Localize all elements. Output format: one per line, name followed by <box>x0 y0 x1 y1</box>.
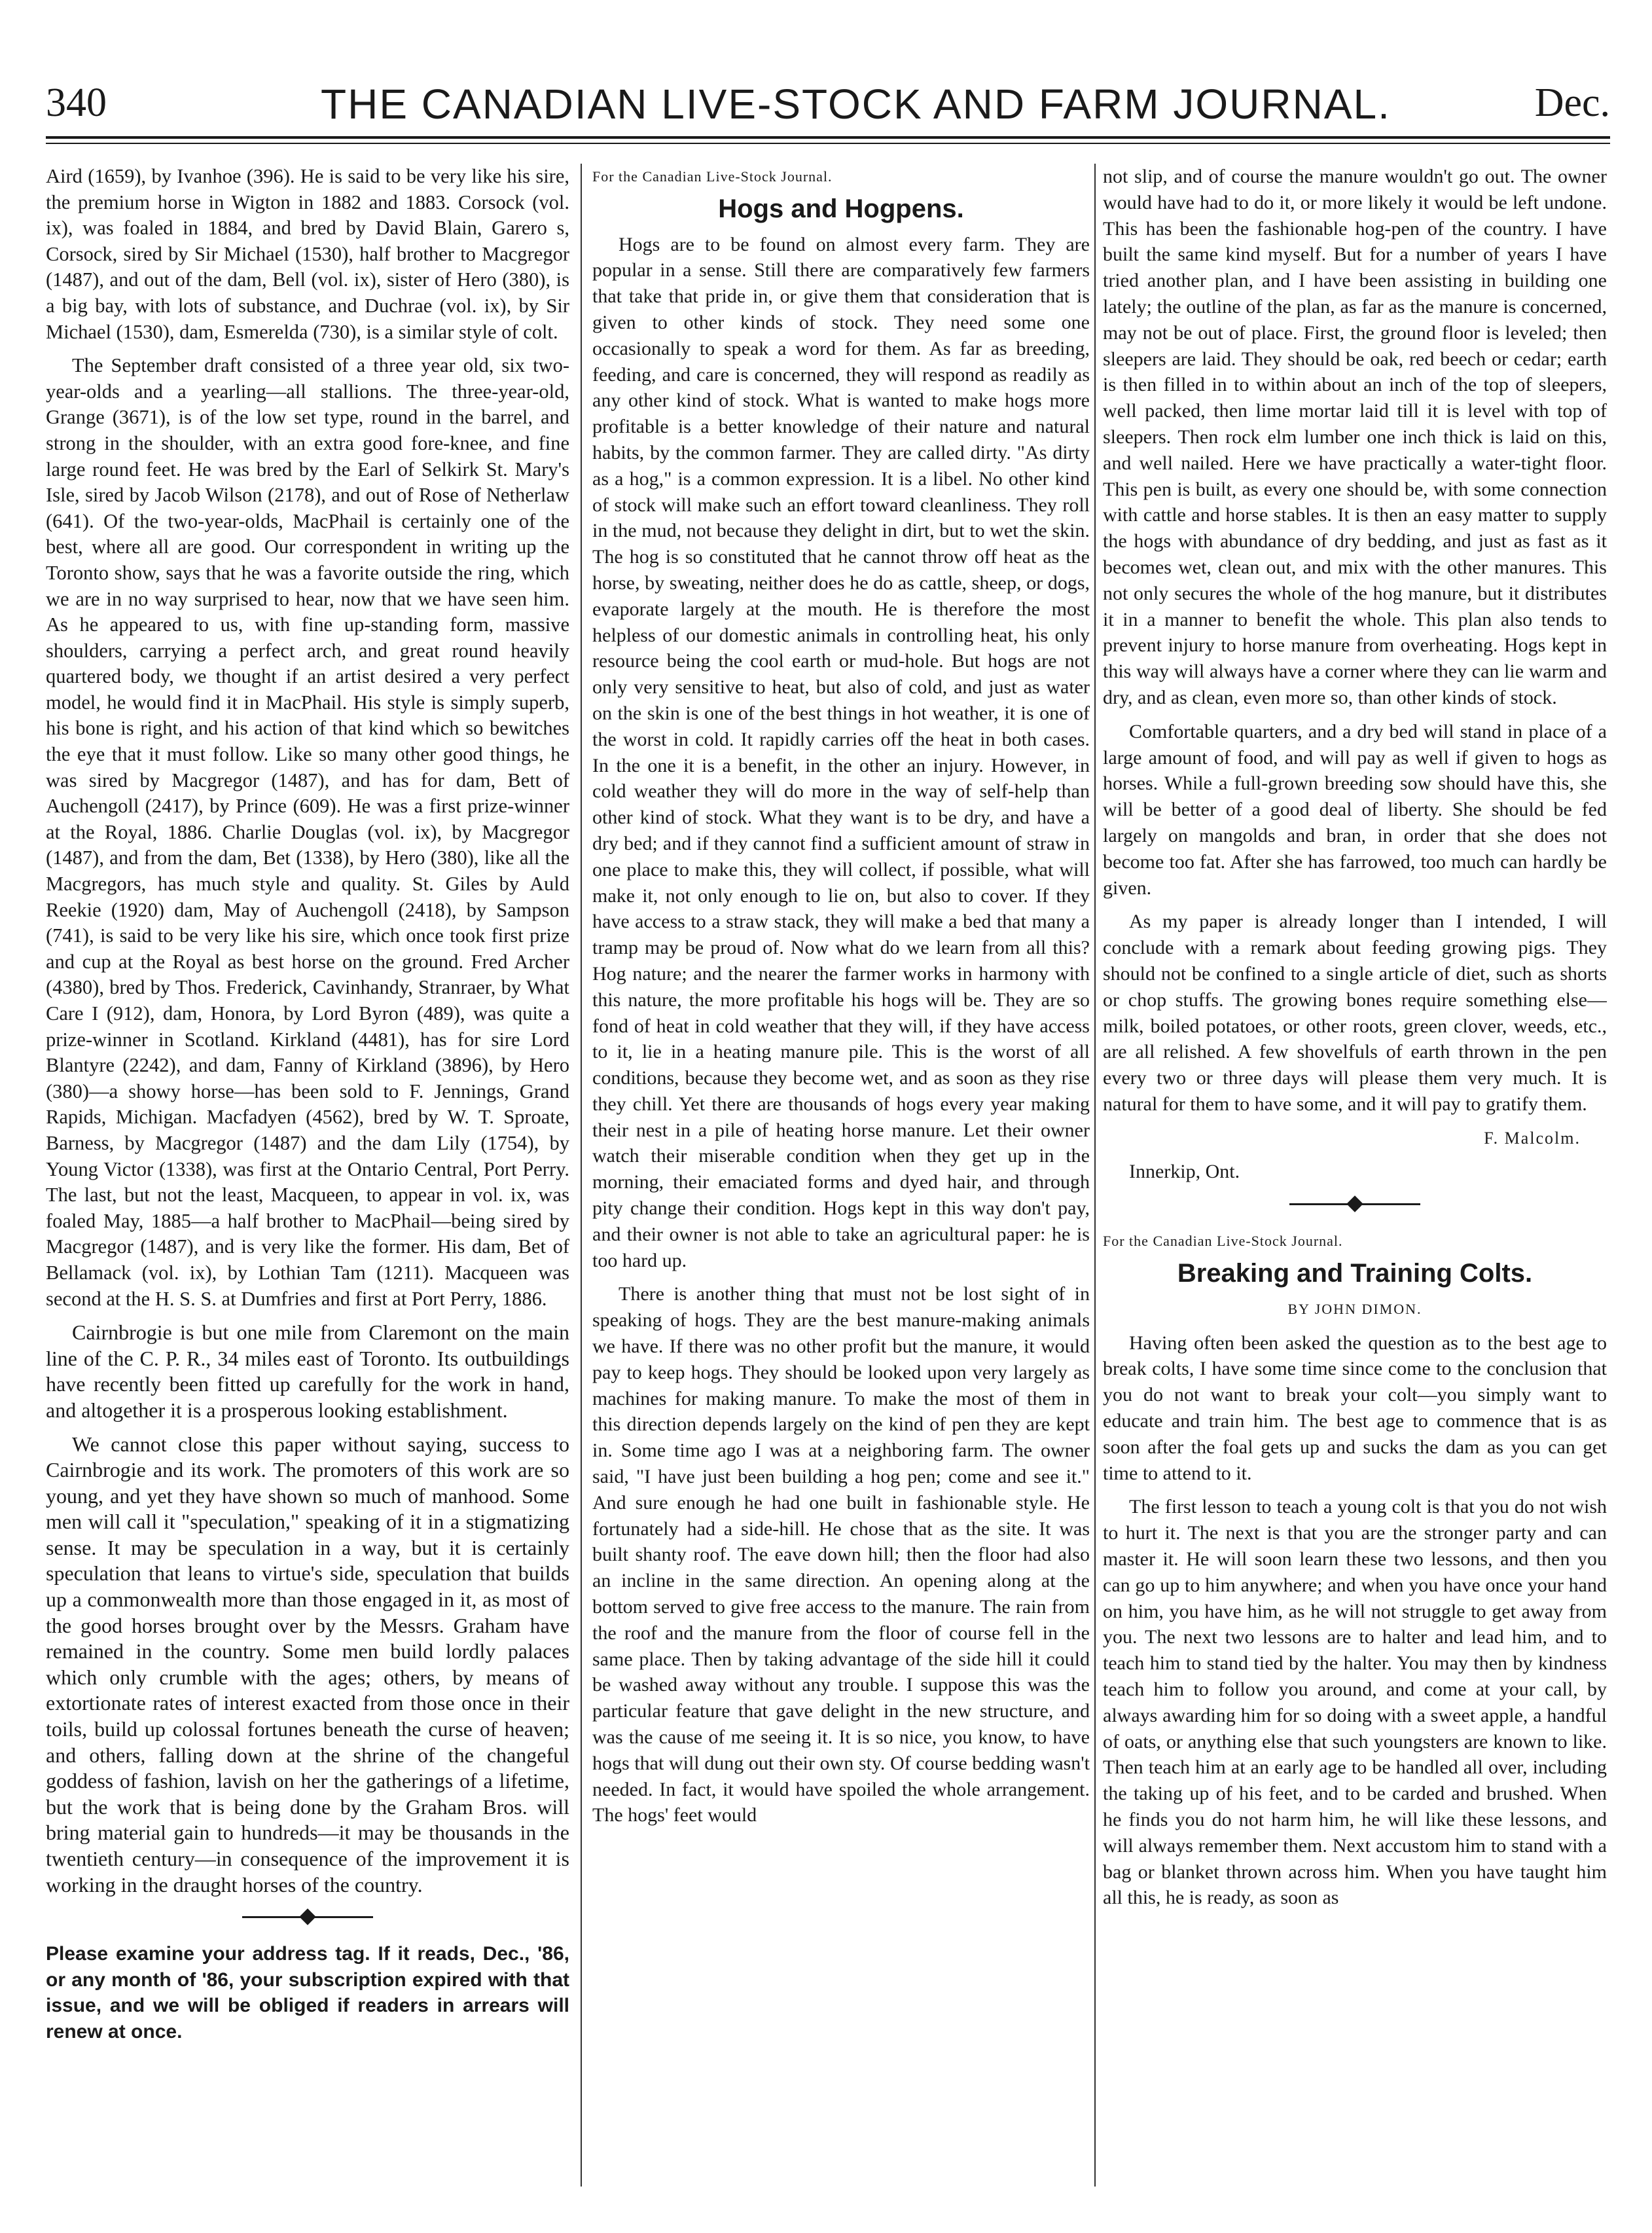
column-divider-right <box>1094 164 1096 2187</box>
horse-list-section <box>46 164 569 1312</box>
article-byline: BY JOHN DIMON. <box>1287 1300 1422 1317</box>
journal-title: THE CANADIAN LIVE-STOCK AND FARM JOURNAL. <box>321 81 1391 128</box>
issue-month: Dec. <box>1534 81 1610 125</box>
header-rule-thick <box>46 136 1610 139</box>
paragraph: The September draft consisted of a three year old, six two-year-olds and a yearling—all stallions. The three-year-old, Grange (3671), is of the low set type, round in the barrel, and strong in the shoulder, with an extra good fore-knee, and fine large round feet. He was bred by the Earl of Selkirk St. Mary's Isle, sired by Jacob Wilson (2178), and out of Rose of Netherlaw (641). Of the two-year-olds, MacPhail is certainly one of the best, where all are good. Our correspondent in writing up the Toronto show, says that he was a favorite outside the ring, which we are in no way surprised to hear, now that we have seen him. As he appeared to us, with fine up-standing form, massive shoulders, carrying a perfect arch, and great round heavily quartered body, we thought if an artist desired a very perfect model, he would find it in MacPhail. His style is simply superb, his bone is right, and his action of that kind which so bewitches the eye that it must follow. Like so many other good things, he was sired by Macgregor (1487), and has for dam, Bett of Auchengoll (2417), by Prince (609). He was a first prize-winner at the Royal, 1886. Charlie Douglas (vol. ix), by Macgregor (1487), and from the dam, Bet (1338), by Hero (380), like all the Macgregors, has much style and quality. St. Giles by Auld Reekie (1920) dam, May of Auchengoll (2418), by Sampson (741), is said to be very like his sire, which once took first prize and cup at the Royal as best horse on the ground. Fred Archer (4380), bred by Thos. Frederick, Cavinhandy, Stranraer, by What Care I (912), dam, Honora, by Lord Byron (489), was quite a prize-winner in Scotland. Kirkland (4481), has for sire Lord Blantyre (2242), and dam, Fanny of Kirkland (3896), by Hero (380)—a showy horse—has been sold to F. Jennings, Grand Rapids, Michigan. Macfadyen (4562), bred by W. T. Sproate, Barness, by Macgregor (1487) and the dam Lily (1754), by Young Victor (1338), was first at the Ontario Central, Port Perry. The last, but not the least, Macqueen, to appear in vol. ix, was foaled May, 1885—a half brother to MacPhail—being sired by Macgregor (1487), and is very like the former. His dam, Bet of Bellamack (vol. ix), by Lothian Tam (1211). Macqueen was second at the H. S. S. at Dumfries and first at Port Perry, 1886. <box>46 354 569 1310</box>
paragraph: Hogs are to be found on almost every farm. They are popular in a sense. Still there are comparatively few farmers that take that pride in, or give them that consideration that is given to other kinds of stock. They need some one occasionally to speak a word for them. As far as breeding, feeding, and care is concerned, they will respond as readily as any other kind of stock. What is wanted to make hogs more profitable is a better knowledge of their nature and natural habits, by the common farmer. They are called dirty. "As dirty as a hog," is a common expression. It is a libel. No other kind of stock will make such an effort toward cleanliness. They roll in the mud, not because they delight in dirt, but to wet the skin. The hog is so constituted that he cannot throw off heat as the horse, by sweating, neither does he do as cattle, sheep, or dogs, evaporate largely at the mouth. He is therefore the most helpless of our domestic animals in controlling heat, his only resource being the cool earth or mud-hole. But hogs are not only very sensitive to heat, but also of cold, and just as water on the skin is one of the best things in hot weather, it is one of the worst in cold. It rapidly carries off the heat in both cases. In the one it is a benefit, in the other an injury. However, in cold weather they will do more in the way of self-help than other kind of stock. What they want is to be dry, and have a dry bed; and if they cannot find a sufficient amount of straw in one place to make this, they will collect, if possible, what will make it, not only enough to lie on, but also to cover. If they have access to a straw stack, they will make a bed that many a tramp may be proud of. Now what do we learn from all this? Hog nature; and the nearer the farmer works in harmony with this nature, the more profitable his hogs will be. They are so fond of heat in cold weather that they will, if they have access to it, lie in a heating manure pile. This is the worst of all conditions, because they become wet, and as soon as they rise they chill. Yet there are thousands of hogs every year making their nest in a pile of heating horse manure. Let their owner watch their miserable condition when they get up in the morning, their emaciated forms and dyed hair, and through pity change their condition. Hogs kept in this way don't pay, and their owner is not able to take an agricultural paper: he is too hard up. <box>592 233 1090 1271</box>
column-3 <box>1103 164 1607 2187</box>
article-title: Breaking and Training Colts. <box>1177 1259 1533 1288</box>
article-credit: For the Canadian Live-Stock Journal. <box>592 168 833 185</box>
paragraph: We cannot close this paper without saying, success to Cairnbrogie and its work. The promoters of this work are so young, and yet they have shown so much of manhood. Some men will call it "speculation," speaking of it in a stigmatizing sense. It may be speculation in a way, but it is certainly speculation that leans to virtue's side, speculation that builds up a commonwealth more than those engaged in it, as most of the good horses brought over by the Messrs. Graham have remained in the country. Some men build lordly palaces which only crumble with the ages; others, by means of extortionate rates of interest exacted from those once in their toils, build up colossal fortunes beneath the curse of heaven; and others, falling down at the shrine of the changeful goddess of fashion, lavish on her the gatherings of a lifetime, but the work that is being done by the Graham Bros. will bring material gain to hundreds—it may be thousands in the twentieth century—in consequence of the improvement it is working in the draught horses of the country. <box>46 1432 569 1897</box>
paragraph: Aird (1659), by Ivanhoe (396). He is said to be very like his sire, the premium horse in Wigton in 1882 and 1883. Corsock (vol. ix), was foaled in 1884, and bred by David Blain, Garero s, Corsock, sired by Sir Michael (1530), half brother to Macgregor (1487), and out of the dam, Bell (vol. ix), sister of Hero (380), is a big bay, with lots of substance, and Duchrae (vol. ix), by Sir Michael (1530), dam, Esmerelda (730), is a similar style of colt. <box>46 165 569 343</box>
page-header <box>46 65 1610 144</box>
subscription-notice: Please examine your address tag. If it reads, Dec., '86, or any month of '86, your subscription expired with that issue, and we will be obliged if readers in arrears will renew at once. <box>46 1943 569 2042</box>
column-1 <box>46 164 569 2187</box>
paragraph: not slip, and of course the manure wouldn't go out. The owner would have had to do it, or more likely it would be left undone. This has been the fashionable hog-pen of the country. I have built the same kind myself. But for a number of years I have tried another plan, and I have been assisting in building one lately; the outline of the plan, as far as the manure is concerned, may not be out of place. First, the ground floor is leveled; then sleepers are laid. They should be oak, red beech or cedar; earth is then filled in to within about an inch of the top of sleepers, well packed, then lime mortar laid till it is level with top of sleepers. Then rock elm lumber one inch thick is laid on this, and well nailed. Here we have practically a water-tight floor. This pen is built, as every one should be, with some connection with cattle and horse stables. It is then an easy matter to supply the hogs with abundance of dry bedding, and just as fast as it becomes wet, clean out, and mix with the other manures. This not only secures the whole of the hog manure, but it distributes it in a manner to benefit the whole. This plan also tends to prevent injury to horse manure from overheating. Hogs kept in this way will always have a corner where they can lie warm and dry, and as clean, even more so, than other kinds of stock. <box>1103 166 1607 708</box>
page-number: 340 <box>46 81 107 125</box>
column-divider-left <box>581 164 582 2187</box>
paragraph: As my paper is already longer than I intended, I will conclude with a remark about feeding growing pigs. They should not be confined to a single article of diet, such as shorts or chop stuffs. The growing bones require something else—milk, boiled potatoes, or other roots, green clover, weeds, etc., are all relished. A few shovelfuls of earth thrown in the pen every two or three days will please them very much. It is natural for them to have some, and it will pay to gratify them. <box>1103 911 1607 1115</box>
author-place: Innerkip, Ont. <box>1129 1161 1240 1183</box>
paragraph: Comfortable quarters, and a dry bed will stand in place of a large amount of food, and will pay as well if given to hogs as horses. While a full-grown breeding sow should have this, she will be better of a good deal of liberty. She should be fed largely on mangolds and bran, in order that she does not become too fat. After she has farrowed, too much can hardly be given. <box>1103 720 1607 899</box>
paragraph: Having often been asked the question as to the best age to break colts, I have some time since come to the conclusion that you do not want to break your colt—you simply want to educate and train him. The best age to commence that is as soon after the foal gets up and sucks the dam as you can get time to attend to it. <box>1103 1332 1607 1484</box>
header-rule-thin <box>46 143 1610 144</box>
article-title: Hogs and Hogpens. <box>718 194 964 223</box>
column-2 <box>592 164 1090 2187</box>
section-divider <box>1103 1193 1607 1216</box>
section-divider <box>46 1906 569 1929</box>
article-credit: For the Canadian Live-Stock Journal. <box>1103 1233 1343 1250</box>
paragraph: Cairnbrogie is but one mile from Claremont on the main line of the C. P. R., 34 miles east of Toronto. Its outbuildings have recently been fitted up carefully for the work in hand, and altogether it is a prosperous looking establishment. <box>46 1320 569 1422</box>
author-signature: F. Malcolm. <box>1484 1128 1581 1148</box>
paragraph: The first lesson to teach a young colt is that you do not wish to hurt it. The next is that you are the stronger party and can master it. He will soon learn these two lessons, and then you can go up to him anywhere; and when you have once your hand on him, you have him, as he will not struggle to get away from you. The next two lessons are to halter and lead him, and to teach him to stand tied by the halter. You may then by kindness teach him to follow you around, and come at your call, by always awarding him for so doing with a sweet apple, a handful of oats, or anything else that such youngsters are known to like. Then teach him at an early age to be handled all over, including the taking up of his feet, and to be carded and brushed. When he finds you do not harm him, he will like these lessons, and will always remember them. Next accustom him to stand with a bag or blanket thrown across him. When you have taught him all this, he is ready, as soon as <box>1103 1496 1607 1909</box>
paragraph: There is another thing that must not be lost sight of in speaking of hogs. They are the best manure-making animals we have. If there was no other profit but the manure, it would pay to keep hogs. They should be looked upon very largely as machines for making manure. To make the most of them in this direction depends largely on the kind of pen they are kept in. Some time ago I was at a neighboring farm. The owner said, "I have just been building a hog pen; come and see it." And sure enough he had one built in fashionable style. He fortunately had a side-hill. He chose that as the site. It was built shanty roof. The eave down hill; then the floor had also an incline in the same direction. An opening along at the bottom served to give free access to the manure. The rain from the roof and the manure from the floor of course fell in the same place. Then by taking advantage of the side hill it could be washed away without any trouble. I suppose this was the particular feature that gave delight in the new structure, and was the cause of me seeing it. It is so nice, you know, to have hogs that will dung out their own sty. Of course bedding wasn't needed. In fact, it would have spoiled the whole arrangement. The hogs' feet would <box>592 1283 1090 1826</box>
